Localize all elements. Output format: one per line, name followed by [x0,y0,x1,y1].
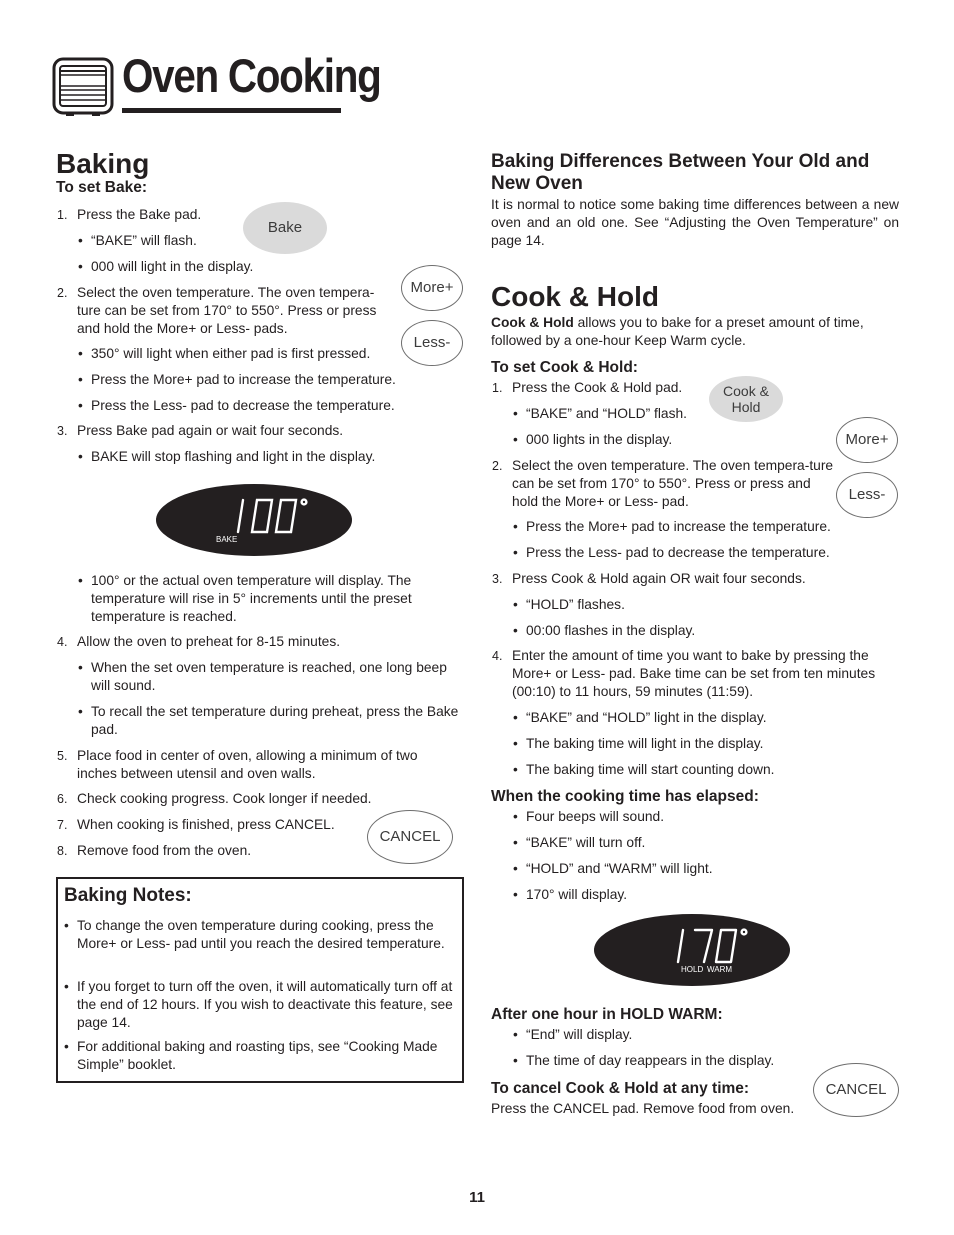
to-set-cook-hold-heading: To set Cook & Hold: [491,359,638,376]
bake-bullet: • Press the Less- pad to decrease the temperature. [91,397,395,415]
to-set-bake-heading: To set Bake: [56,179,148,196]
step-number: 5. [57,749,68,763]
note-item: • For additional baking and roasting tips, see “Cooking Made Simple” booklet. [77,1038,447,1074]
oven-icon [52,57,114,117]
cook-hold-step-1: Press the Cook & Hold pad. [512,380,683,395]
note-item: • To change the oven temperature during cooking, press the More+ or Less- pad until you reach the desired temperature. [77,917,453,953]
page-number: 11 [469,1189,485,1206]
step-number: 4. [492,649,503,663]
oven-display-hold [594,914,790,986]
cook-hold-pad[interactable] [709,376,783,422]
after-bullet: • The time of day reappears in the display. [526,1052,774,1070]
bake-bullet: • 100° or the actual oven temperature will display. The temperature will rise in 5° increments until the preset temperature is reached. [91,572,451,626]
bake-step-5: Place food in center of oven, allowing a minimum of two inches between utensil and oven walls. [77,748,418,781]
cook-hold-bullet: • 000 lights in the display. [526,431,672,449]
bake-step-2: Select the oven temperature. The oven tempera-ture can be set from 170° to 550°. Press or press and hold the More+ or Less- pads. [77,285,377,336]
elapsed-bullet: • Four beeps will sound. [526,808,664,826]
step-number: 2. [492,459,503,473]
bake-bullet: • 350° will light when either pad is first pressed. [91,345,370,363]
cancel-pad[interactable]: CANCEL [813,1063,899,1117]
display-digits-170 [594,914,790,986]
step-number: 2. [57,286,68,300]
cancel-text: Press the CANCEL pad. Remove food from oven. [491,1101,795,1116]
oven-display-bake [156,484,352,556]
baking-heading: Baking [56,148,150,179]
cook-hold-bullet: • Press the Less- pad to decrease the temperature. [526,544,830,562]
less-pad[interactable]: Less- [401,320,463,366]
bake-step-7: When cooking is finished, press CANCEL. [77,817,335,832]
bake-step-4: Allow the oven to preheat for 8-15 minutes. [77,634,341,649]
less-pad[interactable]: Less- [836,472,898,518]
cook-hold-intro-rest: allows you to bake for a preset amount of time, followed by a one-hour Keep Warm cycle. [491,315,864,348]
cook-hold-bullet: • “BAKE” and “HOLD” flash. [526,405,687,423]
cook-hold-bullet: • The baking time will start counting down. [526,761,774,779]
cook-hold-pad-line-1: Cook & [723,383,769,399]
more-pad[interactable]: More+ [836,417,898,463]
cook-hold-step-2: Select the oven temperature. The oven tempera-ture can be set from 170° to 550°. Press or press and hold the More+ or Less- pad. [512,458,834,509]
more-pad[interactable]: More+ [401,265,463,311]
step-number: 4. [57,635,68,649]
cook-hold-step-3: Press Cook & Hold again OR wait four seconds. [512,571,806,586]
cook-hold-heading: Cook & Hold [491,281,659,312]
cook-hold-bullet: • 00:00 flashes in the display. [526,622,695,640]
title-underline [122,108,341,113]
baking-notes-heading: Baking Notes: [64,885,192,906]
bake-bullet: • 000 will light in the display. [91,258,253,276]
bake-step-3: Press Bake pad again or wait four seconds. [77,423,344,438]
step-number: 3. [492,572,503,586]
elapsed-bullet: • 170° will display. [526,886,627,904]
bake-step-6: Check cooking progress. Cook longer if needed. [77,791,372,806]
step-number: 7. [57,818,68,832]
bake-bullet: • To recall the set temperature during preheat, press the Bake pad. [91,703,461,739]
cook-hold-step-4: Enter the amount of time you want to bake by pressing the More+ or Less- pad. Bake time can be set from ten minutes (00:10) to 11 hours, 59 minutes (11:59). [512,648,876,699]
bake-bullet: • “BAKE” will flash. [91,232,197,250]
cook-hold-bullet: • “BAKE” and “HOLD” light in the display. [526,709,767,727]
bake-step-1: Press the Bake pad. [77,207,202,222]
bake-bullet: • BAKE will stop flashing and light in the display. [91,448,375,466]
warm-indicator: WARM [707,965,733,974]
bake-step-8: Remove food from the oven. [77,843,252,858]
step-number: 1. [492,381,503,395]
elapsed-bullet: • “HOLD” and “WARM” will light. [526,860,713,878]
cook-hold-bullet: • Press the More+ pad to increase the temperature. [526,518,831,536]
bake-bullet: • When the set oven temperature is reached, one long beep will sound. [91,659,451,695]
step-number: 6. [57,792,68,806]
cook-hold-bullet: • “HOLD” flashes. [526,596,625,614]
cook-hold-intro-bold: Cook & Hold [491,315,574,330]
cancel-heading: To cancel Cook & Hold at any time: [491,1080,750,1097]
differences-heading: Baking Differences Between Your Old and New Oven [491,151,870,194]
cook-hold-bullet: • The baking time will light in the display. [526,735,763,753]
step-number: 1. [57,208,68,222]
step-number: 8. [57,844,68,858]
after-bullet: • “End” will display. [526,1026,632,1044]
bake-pad[interactable]: Bake [243,202,327,254]
differences-text: It is normal to notice some baking time differences between a new oven and an old one. See “Adjusting the Oven Temperature” on page 14. [491,197,899,248]
elapsed-bullet: • “BAKE” will turn off. [526,834,645,852]
step-number: 3. [57,424,68,438]
note-item: • If you forget to turn off the oven, it will automatically turn off at the end of 12 hours. If you wish to deactivate this feature, see page 14. [77,978,455,1032]
bake-indicator: BAKE [216,535,238,544]
bake-bullet: • Press the More+ pad to increase the temperature. [91,371,396,389]
cook-hold-intro [491,314,899,350]
cancel-pad[interactable]: CANCEL [367,810,453,864]
cook-hold-pad-line-2: Hold [731,399,761,415]
elapsed-heading: When the cooking time has elapsed: [491,788,759,805]
page-title: Oven Cooking [122,49,381,102]
display-digits-100 [156,484,352,556]
hold-indicator: HOLD [681,965,704,974]
after-hour-heading: After one hour in HOLD WARM: [491,1006,723,1023]
